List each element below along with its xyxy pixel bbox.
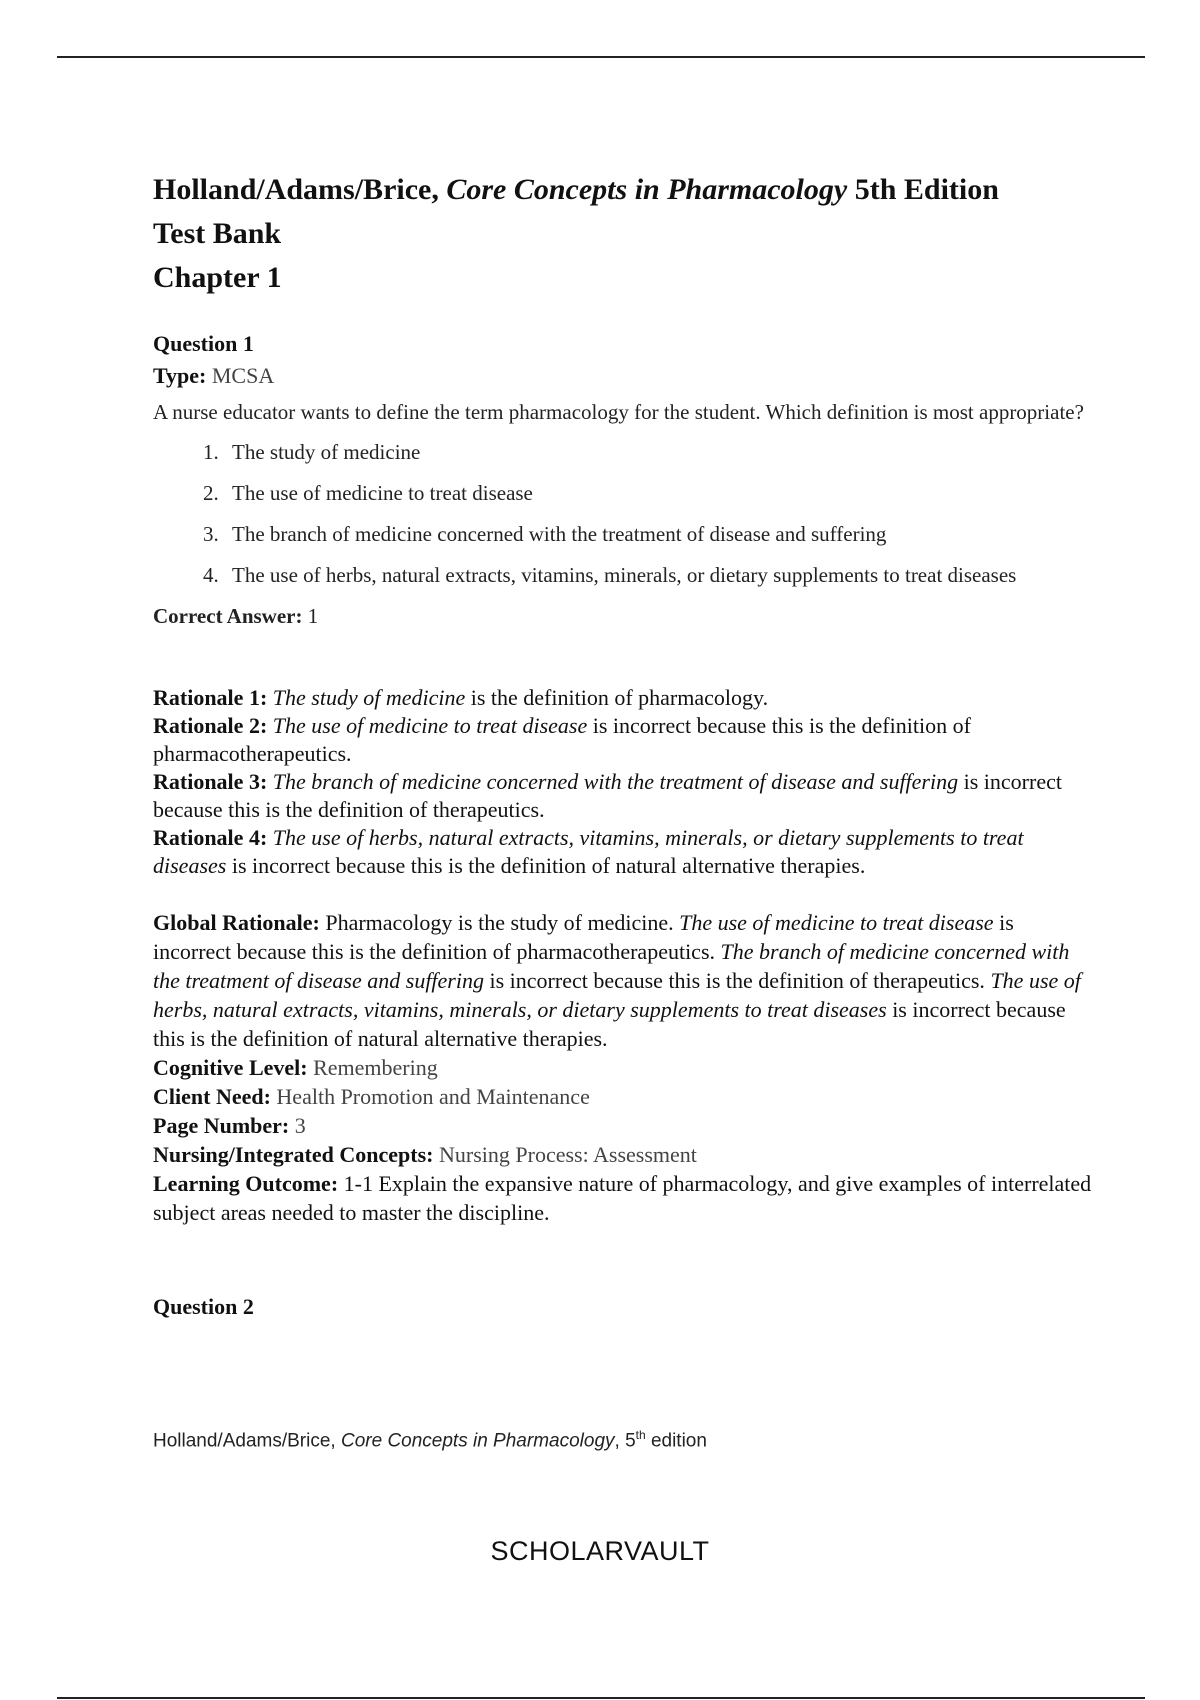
document-subtitle: Test Bank	[153, 217, 282, 250]
rationale-text: is the definition of pharmacology.	[470, 685, 769, 710]
cognitive-label: Cognitive Level:	[153, 1055, 308, 1080]
question-type	[153, 360, 1093, 392]
cognitive-value: Remembering	[313, 1055, 438, 1080]
document-title	[153, 168, 1093, 212]
rationale-2	[153, 712, 1093, 768]
question-stem: A nurse educator wants to define the term pharmacology for the student. Which definition is most appropriate?	[153, 400, 1084, 424]
rationale-option-text: The study of medicine	[272, 685, 466, 710]
title-book: Core Concepts in Pharmacology	[446, 173, 848, 206]
client-need-label: Client Need:	[153, 1084, 271, 1109]
nursing-concepts-label: Nursing/Integrated Concepts:	[153, 1142, 434, 1167]
page-number-value: 3	[294, 1113, 306, 1138]
rationale-text: is incorrect because this is the definition of pharmacotherapeutics.	[153, 713, 971, 766]
global-italic-2: The branch of medicine concerned with the treatment of disease and suffering	[153, 939, 1070, 993]
learning-outcome-label: Learning Outcome:	[153, 1171, 339, 1196]
footer-authors: Holland/Adams/Brice,	[153, 1430, 336, 1452]
footer-edition-suffix: th	[635, 1428, 646, 1442]
option-1: 1. The study of medicine	[224, 436, 1093, 468]
nursing-concepts-value: Nursing Process: Assessment	[439, 1142, 697, 1167]
answer-options	[153, 436, 1093, 591]
page-number-label: Page Number:	[153, 1113, 290, 1138]
client-need	[153, 1082, 1093, 1111]
rationale-option-text: The use of medicine to treat disease	[272, 713, 588, 738]
page-content	[153, 168, 1093, 1323]
rationale-1	[153, 684, 1093, 712]
footer-citation	[153, 1428, 707, 1452]
rationale-label: Rationale 2:	[153, 713, 268, 738]
learning-outcome-value: 1-1 Explain the expansive nature of pharmacology, and give examples of interrelated subject areas needed to master the discipline.	[153, 1171, 1092, 1225]
bottom-rule	[57, 1697, 1145, 1699]
rationale-label: Rationale 3:	[153, 769, 268, 794]
rationale-label: Rationale 4:	[153, 825, 268, 850]
global-text-4: is incorrect because this is the definition of natural alternative therapies.	[153, 997, 1066, 1051]
top-rule	[57, 56, 1145, 58]
global-rationale-block	[153, 908, 1093, 1227]
rationale-4	[153, 824, 1093, 880]
option-2: 2. The use of medicine to treat disease	[224, 477, 1093, 509]
option-3: 3. The branch of medicine concerned with the treatment of disease and suffering	[224, 518, 1093, 550]
correct-answer	[153, 600, 1093, 632]
question-2-heading: Question 2	[153, 1294, 254, 1319]
global-text-3: is incorrect because this is the definition of therapeutics.	[489, 968, 985, 993]
rationale-label: Rationale 1:	[153, 685, 268, 710]
question-1-heading: Question 1	[153, 331, 254, 356]
global-text-1: Pharmacology is the study of medicine.	[325, 910, 674, 935]
rationale-option-text: The branch of medicine concerned with the treatment of disease and suffering	[272, 769, 959, 794]
nursing-concepts	[153, 1140, 1093, 1169]
rationale-option-text: The use of herbs, natural extracts, vitamins, minerals, or dietary supplements to treat diseases	[153, 825, 1024, 878]
global-rationale-label: Global Rationale:	[153, 910, 320, 935]
rationale-3	[153, 768, 1093, 824]
cognitive-level	[153, 1053, 1093, 1082]
footer-book-title: Core Concepts in Pharmacology	[340, 1430, 615, 1452]
page-number	[153, 1111, 1093, 1140]
correct-value: 1	[307, 604, 319, 628]
chapter-heading: Chapter 1	[153, 261, 282, 294]
type-label: Type:	[153, 363, 207, 388]
global-rationale	[153, 908, 1093, 1053]
title-authors: Holland/Adams/Brice,	[153, 173, 439, 206]
rationale-text: is incorrect because this is the definition of natural alternative therapies.	[231, 853, 866, 878]
global-italic-1: The use of medicine to treat disease	[679, 910, 994, 935]
type-value: MCSA	[211, 363, 275, 388]
footer-edition-word: edition	[650, 1430, 707, 1452]
watermark-brand: SCHOLARVAULT	[490, 1536, 710, 1566]
footer-edition-number: , 5	[614, 1430, 636, 1452]
global-text-2: is incorrect because this is the definition of pharmacotherapeutics.	[153, 910, 1014, 964]
correct-label: Correct Answer:	[153, 604, 303, 628]
option-4: 4. The use of herbs, natural extracts, vitamins, minerals, or dietary supplements to treat diseases	[224, 559, 1093, 591]
title-edition: 5th Edition	[854, 173, 999, 206]
client-need-value: Health Promotion and Maintenance	[276, 1084, 590, 1109]
global-italic-3: The use of herbs, natural extracts, vitamins, minerals, or dietary supplements to treat diseases	[153, 968, 1081, 1022]
learning-outcome	[153, 1169, 1093, 1227]
rationale-text: is incorrect because this is the definition of therapeutics.	[153, 769, 1062, 822]
rationales	[153, 684, 1093, 880]
